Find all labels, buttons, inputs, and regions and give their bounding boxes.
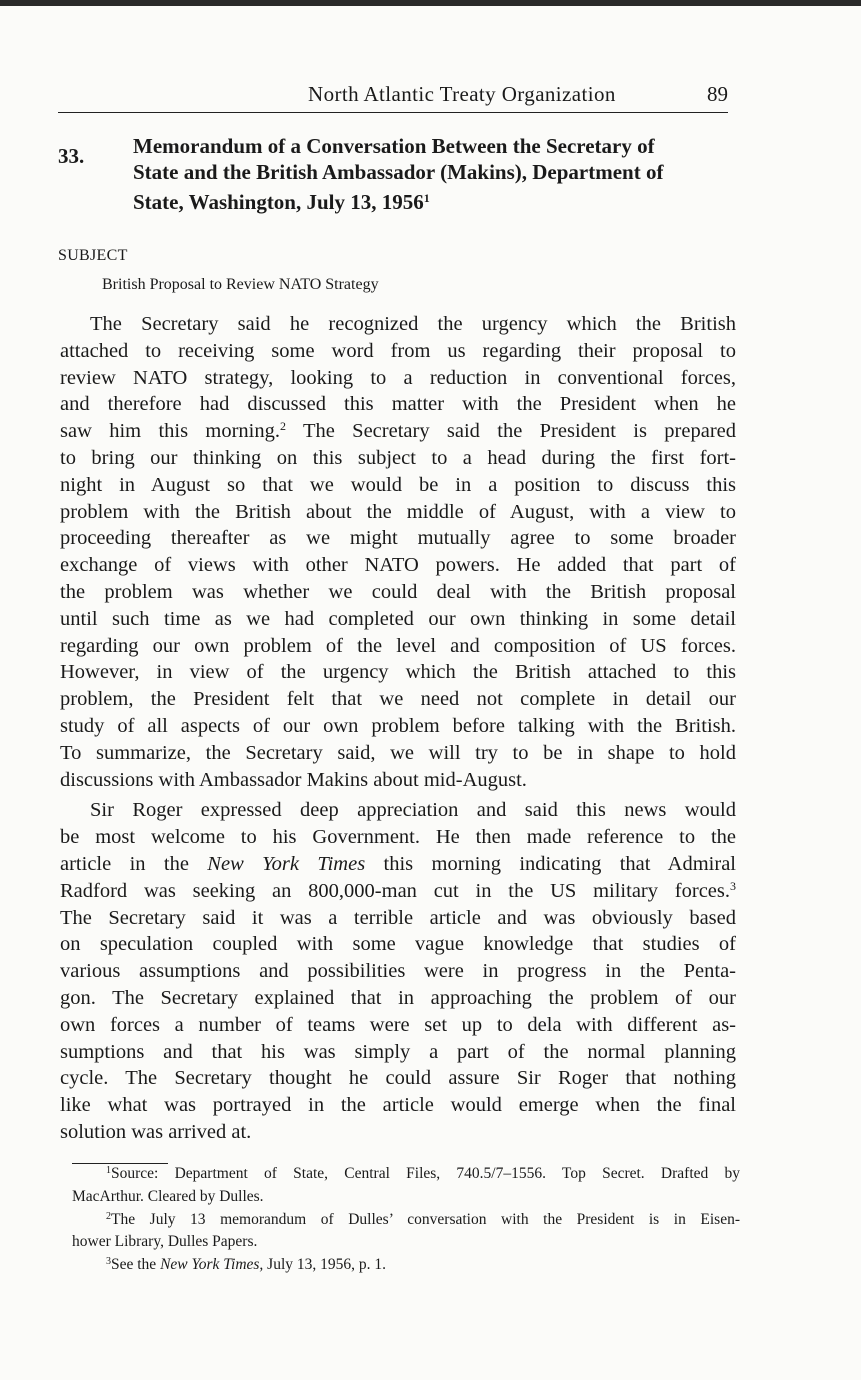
footnote-2: $^2$The July 13 memorandum of Dulles’ conversation with the President is in Eisen-	[106, 1210, 740, 1228]
footnote-ref-3[interactable]: 3	[730, 878, 736, 893]
paragraph-1	[60, 311, 736, 793]
memorandum-body	[60, 311, 736, 1146]
text-line: on speculation coupled with some vague knowledge that studies of	[60, 933, 736, 956]
text-line: to bring our thinking on this subject to a head during the first fort-	[60, 446, 736, 469]
page-number: 89	[707, 82, 728, 106]
text-line: various assumptions and possibilities were in progress in the Penta-	[60, 960, 736, 983]
footnote-ref-2[interactable]: 2	[280, 419, 286, 434]
text-line: solution was arrived at.	[60, 1120, 252, 1143]
footnote-2-cont: hower Library, Dulles Papers.	[72, 1233, 258, 1251]
text-line: review NATO strategy, looking to a reduction in conventional forces,	[60, 366, 736, 389]
footnote-3: $^3$See the New York Times, July 13, 1956, p. 1.	[106, 1256, 387, 1274]
text-line: attached to receiving some word from us regarding their proposal to	[60, 339, 736, 362]
text-line: regarding our own problem of the level and composition of US forces.	[60, 634, 736, 657]
paragraph-2	[60, 797, 736, 1145]
text-line: However, in view of the urgency which the British attached to this	[60, 661, 736, 684]
page-top-edge	[0, 0, 861, 6]
text-line: proceeding thereafter as we might mutually agree to some broader	[60, 527, 736, 550]
running-head-title: North Atlantic Treaty Organization	[308, 82, 616, 106]
text-line: The Secretary said it was a terrible article and was obviously based	[60, 906, 736, 929]
document-number: 33.	[58, 144, 85, 168]
heading-line: Memorandum of a Conversation Between the Secretary of	[133, 134, 655, 158]
text-line: study of all aspects of our own problem before talking with the British.	[60, 714, 736, 737]
document-heading	[133, 133, 733, 215]
running-head	[58, 82, 728, 113]
text-line: like what was portrayed in the article would emerge when the final	[60, 1094, 736, 1117]
heading-line: State and the British Ambassador (Makins), Department of	[133, 160, 664, 184]
text-line: exchange of views with other NATO powers. He added that part of	[60, 554, 736, 577]
text-line: To summarize, the Secretary said, we will try to be in shape to hold	[60, 741, 736, 764]
text-line: problem with the British about the middle of August, with a view to	[60, 500, 736, 523]
text-line: own forces a number of teams were set up to dela with different as-	[60, 1013, 736, 1036]
heading-line: State, Washington, July 13, 1956$^1$	[133, 190, 430, 214]
text-line: sumptions and that his was simply a part of the normal planning	[60, 1040, 736, 1063]
subject-label: SUBJECT	[58, 247, 128, 264]
text-line: until such time as we had completed our own thinking in some detail	[60, 607, 736, 630]
text-line: Sir Roger expressed deep appreciation and said this news would	[90, 799, 736, 822]
text-line: gon. The Secretary explained that in approaching the problem of our	[60, 986, 736, 1009]
footnote-1: $^1$Source: Department of State, Central Files, 740.5/7–1556. Top Secret. Drafted by	[106, 1165, 740, 1182]
newspaper-title: New York Times	[207, 852, 366, 875]
footnote-1-cont: MacArthur. Cleared by Dulles.	[72, 1187, 264, 1205]
text-line: be most welcome to his Government. He then made reference to the	[60, 826, 736, 849]
text-line: the problem was whether we could deal with the British proposal	[60, 580, 736, 603]
footnotes	[72, 1163, 740, 1277]
text-line: discussions with Ambassador Makins about mid-August.	[60, 768, 527, 791]
text-line: and therefore had discussed this matter with the President when he	[60, 393, 736, 416]
text-line: night in August so that we would be in a position to discuss this	[60, 473, 736, 496]
text-line: article in the New York Times this morning indicating that Admiral	[60, 852, 736, 875]
text-line: problem, the President felt that we need not complete in detail our	[60, 688, 736, 711]
heading-footnote-ref[interactable]: 1	[423, 191, 430, 205]
text-line: The Secretary said he recognized the urgency which the British	[90, 313, 736, 335]
text-line: Radford was seeking an 800,000-man cut in the US military forces.$^3$	[60, 878, 736, 902]
text-line: saw him this morning.$^2$ The Secretary said the President is prepared	[60, 419, 736, 443]
text-line: cycle. The Secretary thought he could assure Sir Roger that nothing	[60, 1067, 736, 1090]
subject-text: British Proposal to Review NATO Strategy	[102, 276, 379, 293]
